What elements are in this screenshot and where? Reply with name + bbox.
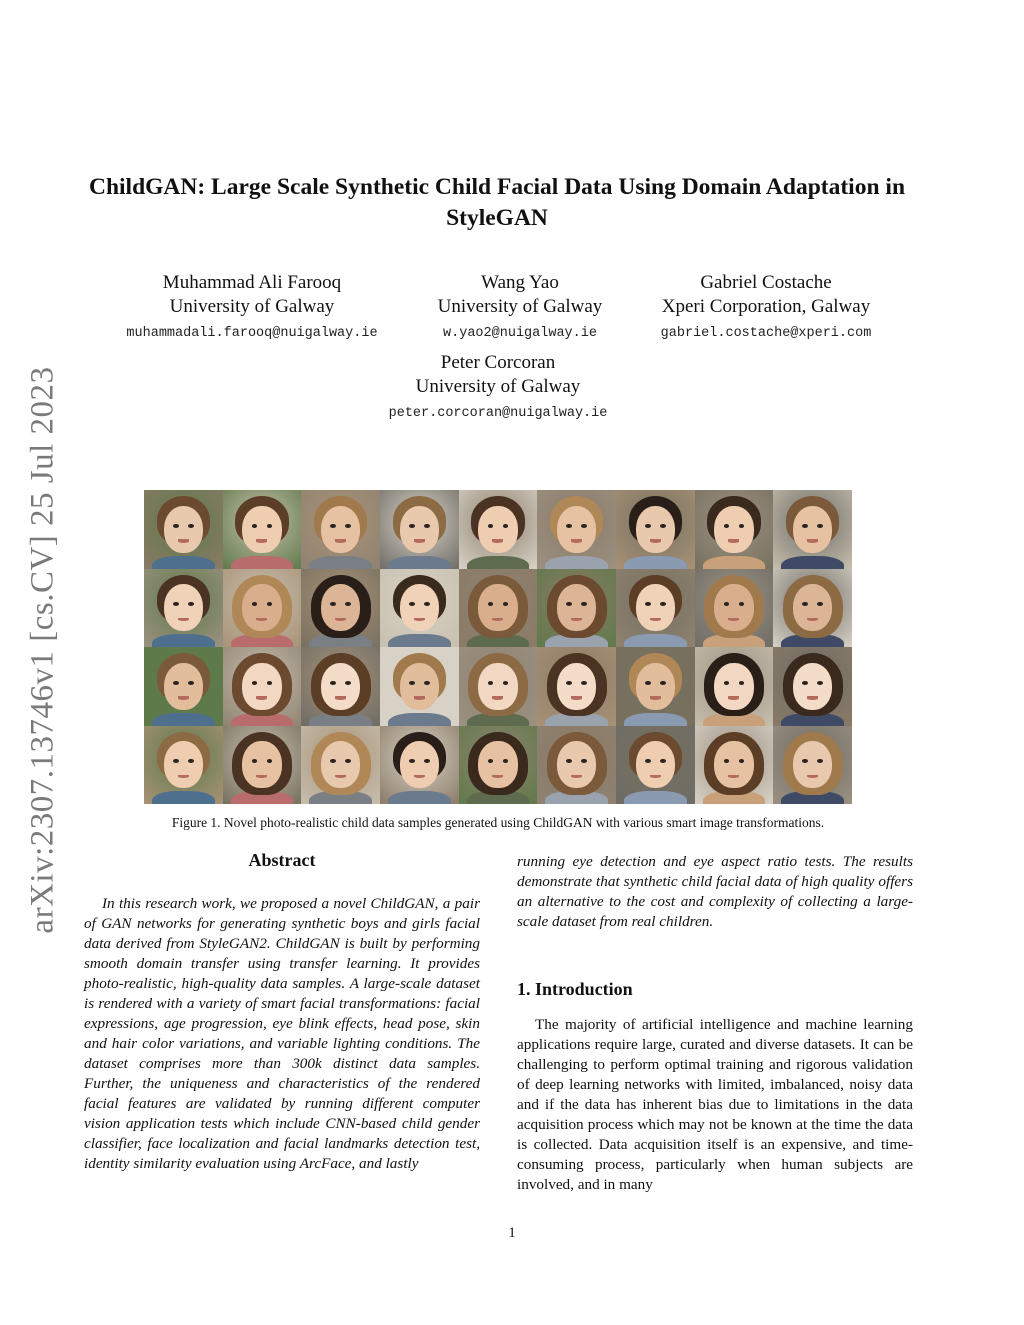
face-mouth xyxy=(571,696,582,699)
child-face-sample xyxy=(380,726,459,805)
face-shirt xyxy=(388,713,451,726)
face-eye xyxy=(188,759,194,763)
face-skin xyxy=(636,663,675,710)
face-eye xyxy=(488,524,494,528)
child-face-sample xyxy=(773,647,852,726)
face-eye xyxy=(724,681,730,685)
face-skin xyxy=(714,741,753,788)
face-eye xyxy=(645,524,651,528)
face-eye xyxy=(566,681,572,685)
face-mouth xyxy=(256,696,267,699)
child-face-sample xyxy=(537,569,616,648)
child-face-sample xyxy=(537,726,616,805)
face-skin xyxy=(793,506,832,553)
child-face-sample xyxy=(695,490,774,569)
face-eye xyxy=(409,602,415,606)
face-eye xyxy=(817,681,823,685)
face-mouth xyxy=(335,696,346,699)
face-skin xyxy=(242,506,281,553)
face-skin xyxy=(793,584,832,631)
face-mouth xyxy=(650,696,661,699)
child-face-sample xyxy=(459,647,538,726)
face-mouth xyxy=(256,539,267,542)
face-shirt xyxy=(152,556,215,569)
face-mouth xyxy=(807,539,818,542)
author-name: Wang Yao xyxy=(481,272,559,293)
author-block-1 xyxy=(112,271,392,349)
face-eye xyxy=(409,681,415,685)
face-eye xyxy=(409,759,415,763)
face-shirt xyxy=(703,556,766,569)
abstract-text-right: running eye detection and eye aspect ratio tests. The results demonstrate that synthetic child facial data of high quality offers an alternative to the cost and complexity of collecting a large-scale dataset from real children. xyxy=(517,853,913,930)
face-mouth xyxy=(492,539,503,542)
face-skin xyxy=(714,663,753,710)
face-mouth xyxy=(728,539,739,542)
face-eye xyxy=(645,759,651,763)
face-skin xyxy=(636,584,675,631)
child-face-sample xyxy=(144,490,223,569)
face-eye xyxy=(503,681,509,685)
face-eye xyxy=(188,524,194,528)
child-face-sample xyxy=(695,726,774,805)
face-shirt xyxy=(467,556,530,569)
face-skin xyxy=(242,741,281,788)
author-name: Muhammad Ali Farooq xyxy=(162,272,342,293)
face-eye xyxy=(581,681,587,685)
face-shirt xyxy=(545,556,608,569)
face-shirt xyxy=(624,713,687,726)
author-email[interactable]: gabriel.costache@xperi.com xyxy=(660,326,872,341)
child-face-sample xyxy=(144,647,223,726)
face-eye xyxy=(660,602,666,606)
figure-caption: Figure 1. Novel photo-realistic child data samples generated using ChildGAN with various smart image transformations. xyxy=(171,815,825,830)
author-affiliation: University of Galway xyxy=(415,376,581,397)
abstract-heading: Abstract xyxy=(248,850,316,870)
face-eye xyxy=(409,524,415,528)
face-shirt xyxy=(388,556,451,569)
abstract-text-left: In this research work, we proposed a novel ChildGAN, a pair of GAN networks for generating synthetic boys and girls facial data derived from StyleGAN2. ChildGAN is built by performing smooth domain transfer using transfer learning. It provides photo-realistic, high-quality data samples. A large-scale dataset is rendered with a variety of smart facial transformations: facial expressions, age progression, eye blink effects, head pose, skin and hair color variations, and variable lighting conditions. The dataset comprises more than 300k distinct data samples. Further, the uniqueness and characteristics of the rendered facial features are validated by running different computer vision application tests which include CNN-based child gender classifier, face localization and facial landmarks detection test, identity similarity evaluation using ArcFace, and lastly xyxy=(84,895,480,1172)
face-shirt xyxy=(152,713,215,726)
child-face-sample xyxy=(537,490,616,569)
face-eye xyxy=(817,524,823,528)
face-shirt xyxy=(624,556,687,569)
child-face-sample xyxy=(301,726,380,805)
face-mouth xyxy=(571,539,582,542)
face-eye xyxy=(173,759,179,763)
face-skin xyxy=(478,663,517,710)
face-skin xyxy=(400,506,439,553)
face-skin xyxy=(557,584,596,631)
child-face-sample xyxy=(223,490,302,569)
child-face-sample xyxy=(380,569,459,648)
child-face-sample xyxy=(459,569,538,648)
face-skin xyxy=(478,584,517,631)
child-face-sample xyxy=(301,490,380,569)
child-face-sample xyxy=(537,647,616,726)
face-eye xyxy=(252,681,258,685)
face-eye xyxy=(645,602,651,606)
face-eye xyxy=(724,524,730,528)
face-eye xyxy=(173,602,179,606)
face-eye xyxy=(267,524,273,528)
author-email[interactable]: w.yao2@nuigalway.ie xyxy=(443,326,597,341)
face-mouth xyxy=(335,539,346,542)
face-mouth xyxy=(807,696,818,699)
face-eye xyxy=(802,524,808,528)
face-skin xyxy=(242,584,281,631)
face-eye xyxy=(173,524,179,528)
face-eye xyxy=(345,681,351,685)
page-number: 1 xyxy=(508,1225,516,1241)
face-shirt xyxy=(231,556,294,569)
face-skin xyxy=(636,506,675,553)
face-eye xyxy=(488,681,494,685)
face-eye xyxy=(424,524,430,528)
author-email[interactable]: muhammadali.farooq@nuigalway.ie xyxy=(126,326,378,341)
introduction-heading: 1. Introduction xyxy=(517,979,633,999)
face-eye xyxy=(503,524,509,528)
face-eye xyxy=(581,524,587,528)
child-face-sample xyxy=(380,647,459,726)
face-skin xyxy=(557,663,596,710)
face-skin xyxy=(714,506,753,553)
child-face-sample xyxy=(301,569,380,648)
child-face-sample xyxy=(459,490,538,569)
face-skin xyxy=(400,584,439,631)
face-skin xyxy=(400,741,439,788)
child-face-sample xyxy=(616,726,695,805)
child-face-sample xyxy=(773,490,852,569)
face-skin xyxy=(242,663,281,710)
face-shirt xyxy=(388,634,451,647)
author-block-2 xyxy=(420,271,620,349)
face-eye xyxy=(802,681,808,685)
face-shirt xyxy=(152,791,215,804)
face-mouth xyxy=(492,696,503,699)
child-face-sample-grid xyxy=(144,490,852,804)
arxiv-identifier-stamp: arXiv:2307.13746v1 [cs.CV] 25 Jul 2023 xyxy=(24,366,61,934)
face-skin xyxy=(478,506,517,553)
face-eye xyxy=(330,681,336,685)
author-affiliation: University of Galway xyxy=(437,296,603,317)
child-face-sample xyxy=(773,569,852,648)
face-eye xyxy=(267,681,273,685)
child-face-sample xyxy=(616,490,695,569)
face-skin xyxy=(793,741,832,788)
child-face-sample xyxy=(301,647,380,726)
face-eye xyxy=(188,602,194,606)
face-shirt xyxy=(624,634,687,647)
face-eye xyxy=(424,681,430,685)
face-mouth xyxy=(178,696,189,699)
face-eye xyxy=(424,602,430,606)
face-shirt xyxy=(152,634,215,647)
face-eye xyxy=(739,524,745,528)
author-affiliation: University of Galway xyxy=(169,296,335,317)
face-skin xyxy=(321,506,360,553)
author-block-4 xyxy=(370,351,626,429)
face-eye xyxy=(252,524,258,528)
face-skin xyxy=(321,663,360,710)
face-shirt xyxy=(388,791,451,804)
face-mouth xyxy=(178,539,189,542)
author-block-3 xyxy=(640,271,892,349)
child-face-sample xyxy=(223,647,302,726)
face-skin xyxy=(164,663,203,710)
child-face-sample xyxy=(380,490,459,569)
face-eye xyxy=(424,759,430,763)
author-email[interactable]: peter.corcoran@nuigalway.ie xyxy=(388,406,608,421)
face-skin xyxy=(636,741,675,788)
face-skin xyxy=(164,506,203,553)
face-skin xyxy=(321,741,360,788)
face-skin xyxy=(557,506,596,553)
introduction-text: The majority of artificial intelligence and machine learning applications require large, curated and diverse datasets. It can be challenging to perform optimal training and rigorous validation of deep learning networks with limited, imbalanced, noisy data and if the data has inherent bias due to limitations in the data acquisition process which may not be known at the time the data is collected. Data acquisition itself is an expensive, and time-consuming process, particularly when human subjects are involved, and in many xyxy=(517,1016,913,1193)
face-eye xyxy=(566,524,572,528)
child-face-sample xyxy=(695,569,774,648)
child-face-sample xyxy=(144,569,223,648)
face-shirt xyxy=(309,556,372,569)
face-eye xyxy=(645,681,651,685)
face-skin xyxy=(714,584,753,631)
face-shirt xyxy=(624,791,687,804)
child-face-sample xyxy=(616,569,695,648)
face-eye xyxy=(188,681,194,685)
face-eye xyxy=(660,524,666,528)
author-name: Peter Corcoran xyxy=(440,352,556,373)
author-affiliation: Xperi Corporation, Galway xyxy=(661,296,871,317)
author-name: Gabriel Costache xyxy=(700,272,832,293)
face-shirt xyxy=(781,556,844,569)
face-mouth xyxy=(650,539,661,542)
face-mouth xyxy=(728,696,739,699)
face-eye xyxy=(660,681,666,685)
face-skin xyxy=(321,584,360,631)
face-eye xyxy=(345,524,351,528)
face-eye xyxy=(330,524,336,528)
face-skin xyxy=(478,741,517,788)
child-face-sample xyxy=(144,726,223,805)
child-face-sample xyxy=(223,726,302,805)
face-skin xyxy=(164,741,203,788)
child-face-sample xyxy=(773,726,852,805)
child-face-sample xyxy=(223,569,302,648)
face-eye xyxy=(739,681,745,685)
face-mouth xyxy=(414,539,425,542)
paper-title: ChildGAN: Large Scale Synthetic Child Facial Data Using Domain Adaptation in StyleGAN xyxy=(88,174,906,231)
child-face-sample xyxy=(616,647,695,726)
face-mouth xyxy=(414,696,425,699)
child-face-sample xyxy=(695,647,774,726)
face-skin xyxy=(164,584,203,631)
child-face-sample xyxy=(459,726,538,805)
face-skin xyxy=(400,663,439,710)
face-eye xyxy=(173,681,179,685)
face-eye xyxy=(660,759,666,763)
face-skin xyxy=(793,663,832,710)
face-skin xyxy=(557,741,596,788)
